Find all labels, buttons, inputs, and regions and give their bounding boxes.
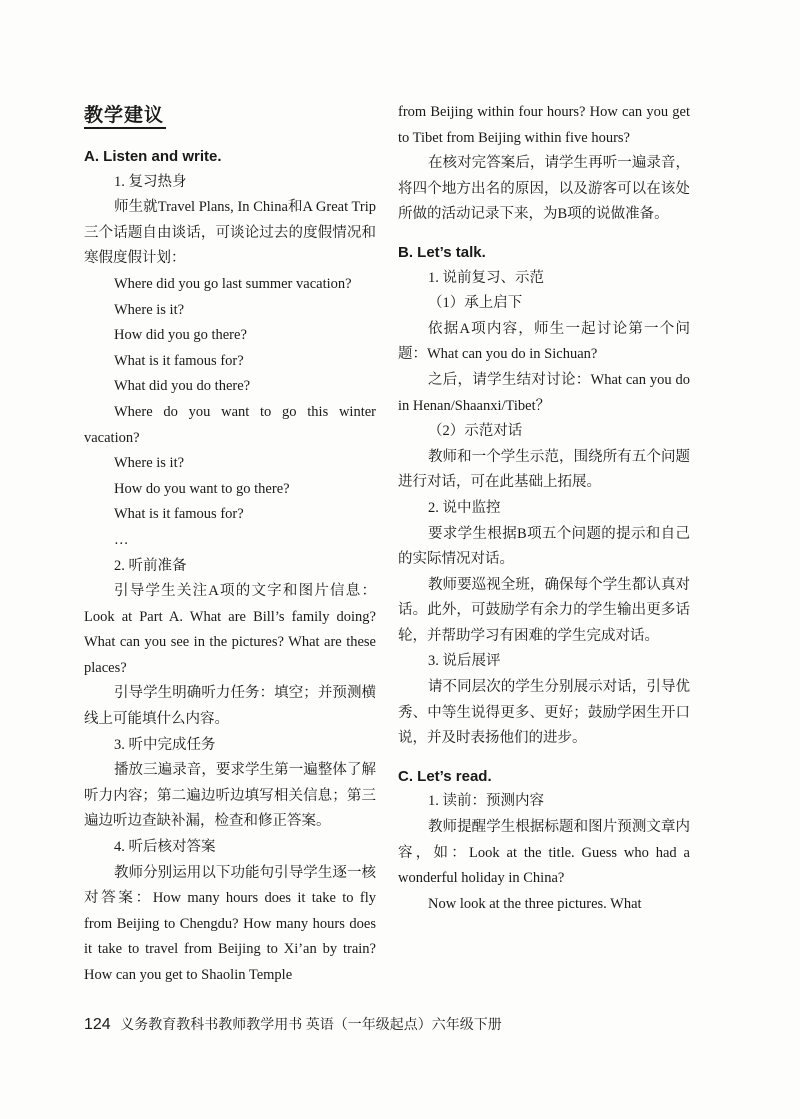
paragraph: 2. 听前准备 xyxy=(114,557,187,574)
paragraph: （1）承上启下 xyxy=(428,295,523,312)
paragraph: What is it famous for? xyxy=(114,352,244,369)
paragraph: 1. 读前：预测内容 xyxy=(428,793,544,810)
paragraph: 在核对完答案后，请学生再听一遍录音，将四个地方出名的原因，以及游客可以在该处所做的活动记录下来，为B项的说做准备。 xyxy=(398,155,690,223)
paragraph: Now look at the three pictures. What xyxy=(428,895,642,912)
paragraph: 教师提醒学生根据标题和图片预测文章内容，如：Look at the title. Guess who had a wonderful holiday in China? xyxy=(398,819,690,887)
paragraph: What is it famous for? xyxy=(114,506,244,523)
page-footer xyxy=(84,1014,502,1034)
paragraph: 依据A项内容，师生一起讨论第一个问题：What can you do in Sichuan? xyxy=(398,320,690,363)
section-title: A. Listen and write. xyxy=(84,148,222,165)
paragraph: 之后，请学生结对讨论：What can you do in Henan/Shaanxi/Tibet？ xyxy=(398,371,690,414)
left-column xyxy=(84,144,376,989)
paragraph: Where do you want to go this winter vacation? xyxy=(84,403,376,446)
page-number: 124 xyxy=(84,1016,111,1033)
heading-underline xyxy=(84,127,166,129)
paragraph: 请不同层次的学生分别展示对话，引导优秀、中等生说得更多、更好；鼓励学困生开口说，并及时表扬他们的进步。 xyxy=(398,679,690,747)
paragraph: What did you do there? xyxy=(114,378,251,395)
paragraph: 引导学生明确听力任务：填空；并预测横线上可能填什么内容。 xyxy=(84,685,376,728)
paragraph: 1. 说前复习、示范 xyxy=(428,269,544,286)
paragraph: How did you go there? xyxy=(114,327,247,344)
paragraph: （2）示范对话 xyxy=(428,423,523,440)
section-title: B. Let’s talk. xyxy=(398,243,486,261)
footer-text: 义务教育教科书教师教学用书 英语（一年级起点）六年级下册 xyxy=(120,1018,502,1033)
paragraph: 要求学生根据B项五个问题的提示和自己的实际情况对话。 xyxy=(398,525,690,568)
paragraph: 教师要巡视全班，确保每个学生都认真对话。此外，可鼓励学有余力的学生输出更多话轮，并帮助学习有困难的学生完成对话。 xyxy=(398,576,690,644)
paragraph: 1. 复习热身 xyxy=(114,173,187,190)
paragraph: 4. 听后核对答案 xyxy=(114,839,216,856)
paragraph: 2. 说中监控 xyxy=(428,499,501,516)
right-column xyxy=(398,100,690,917)
paragraph: 引导学生关注A项的文字和图片信息：Look at Part A. What are Bill’s family doing? What can you see in the pictures? What are these places? xyxy=(84,583,376,676)
paragraph: 教师分别运用以下功能句引导学生逐一核对答案：How many hours does it take to fly from Beijing to Chengdu? How many hours does it take to travel from Beijing to Xi’an by train? How can you get to Shaolin Temple xyxy=(84,864,376,983)
paragraph: How do you want to go there? xyxy=(114,480,290,497)
paragraph: … xyxy=(114,531,129,548)
paragraph: 播放三遍录音，要求学生第一遍整体了解听力内容；第二遍边听边填写相关信息；第三遍边听边查缺补漏，检查和修正答案。 xyxy=(84,762,376,830)
section-title: C. Let’s read. xyxy=(398,767,492,785)
page-title: 教学建议 xyxy=(84,104,165,126)
paragraph: 师生就Travel Plans, In China和A Great Trip三个话题自由谈话，可谈论过去的度假情况和寒假度假计划： xyxy=(84,199,376,267)
paragraph: from Beijing within four hours? How can you get to Tibet from Beijing within five hours? xyxy=(398,104,690,146)
paragraph: Where did you go last summer vacation? xyxy=(114,275,352,292)
paragraph: 教师和一个学生示范，围绕所有五个问题进行对话，可在此基础上拓展。 xyxy=(398,448,690,491)
paragraph: Where is it? xyxy=(114,455,185,472)
paragraph: 3. 说后展评 xyxy=(428,653,501,670)
paragraph: 3. 听中完成任务 xyxy=(114,736,216,753)
paragraph: Where is it? xyxy=(114,301,185,318)
section-heading xyxy=(84,100,164,127)
